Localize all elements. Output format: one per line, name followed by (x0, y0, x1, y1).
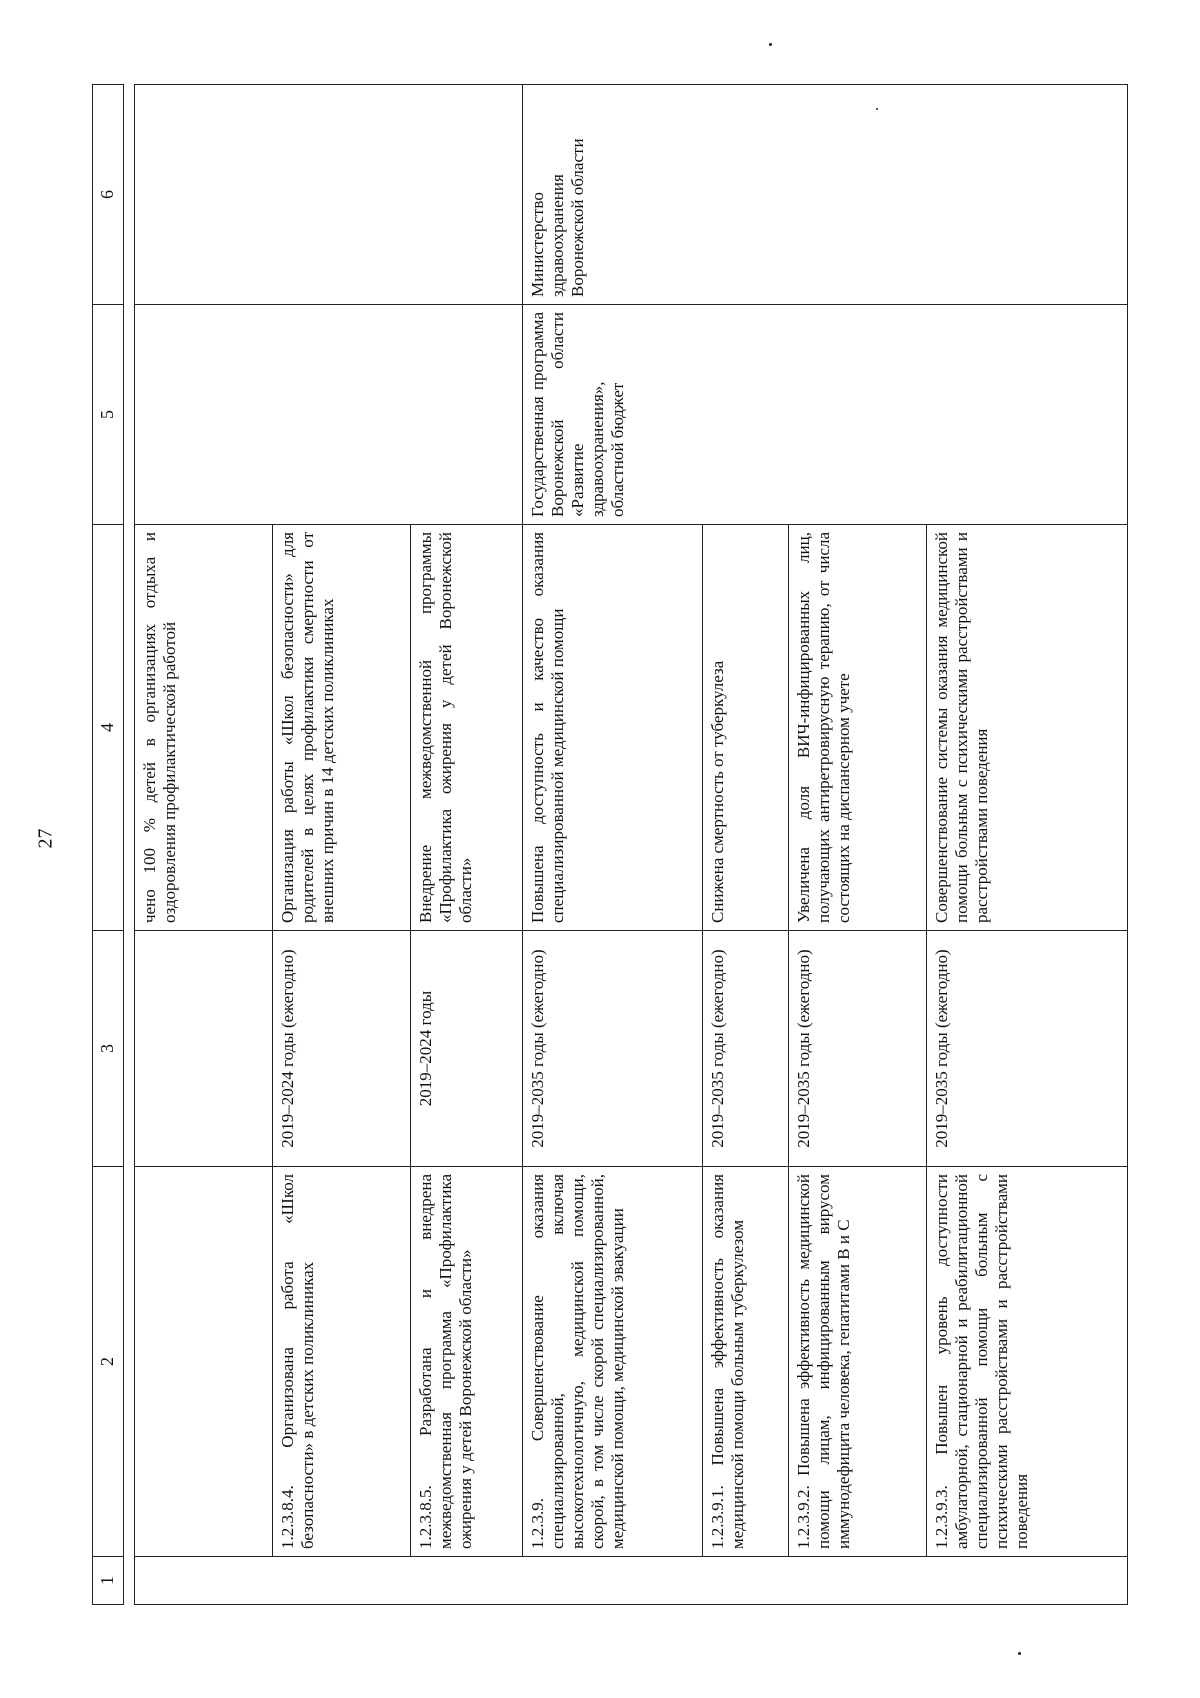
table-row (135, 85, 273, 1605)
task-cell: 1.2.3.9.2. Повышена эффективность медицинской помощи лицам, инфицированным вирусом иммунодефицита человека, гепатитами В и С (789, 1167, 927, 1557)
result-cell: Повышена доступность и качество оказания специализированной медицинской помощи (523, 525, 703, 931)
task-cell: 1.2.3.9.1. Повышена эффективность оказания медицинской помощи больным туберкулезом (703, 1167, 789, 1557)
scan-speck (769, 43, 772, 46)
task-cell: 1.2.3.8.4. Организована работа «Школ безопасности» в детских поликлиниках (273, 1167, 411, 1557)
period-cell: 2019–2035 годы (ежегодно) (789, 931, 927, 1167)
page-number: 27 (34, 828, 57, 849)
period-cell: 2019–2024 годы (411, 931, 523, 1167)
period-cell: 2019–2024 годы (ежегодно) (273, 931, 411, 1167)
header-cell: 3 (93, 931, 124, 1167)
header-cell: 5 (93, 305, 124, 525)
period-cell: 2019–2035 годы (ежегодно) (927, 931, 1128, 1167)
result-cell: чено 100 % детей в организациях отдыха и оздоровления профилактической работой (135, 525, 273, 931)
source-cell (135, 305, 523, 525)
result-cell: Организация работы «Школ безопасности» для родителей в целях профилактики смертности от внешних причин в 14 детских поликлиниках (273, 525, 411, 931)
period-cell (135, 931, 273, 1167)
task-cell: 1.2.3.9. Совершенствование оказания специализированной, включая высокотехнологичную, медицинской помощи, скорой, в том числе скорой специализированной, медицинской помощи, медицинской эвакуации (523, 1167, 703, 1557)
header-cell: 4 (93, 525, 124, 931)
source-cell: Государственная программа Воронежской области «Развитие здравоохранения», областной бюджет (523, 305, 1128, 525)
executor-cell: Министерство здравоохранения Воронежской области (523, 85, 1128, 305)
task-cell: 1.2.3.8.5. Разработана и внедрена межведомственная программа «Профилактика ожирения у детей Воронежской области» (411, 1167, 523, 1557)
rotated-table-container (92, 85, 1128, 1605)
header-cell: 6 (93, 85, 124, 305)
period-cell: 2019–2035 годы (ежегодно) (523, 931, 703, 1167)
result-cell: Совершенствование системы оказания медицинской помощи больным с психическими расстройствами и расстройствами поведения (927, 525, 1128, 931)
task-cell: 1.2.3.9.3. Повышен уровень доступности амбулаторной, стационарной и реабилитационной специализированной помощи больным с психическими расстройствами и расстройствами поведения (927, 1167, 1128, 1557)
number-cell (135, 1557, 1128, 1605)
table-row (523, 85, 703, 1605)
header-cell: 2 (93, 1167, 124, 1557)
period-cell: 2019–2035 годы (ежегодно) (703, 931, 789, 1167)
plan-table (92, 84, 1128, 1605)
result-cell: Внедрение межведомственной программы «Профилактика ожирения у детей Воронежской области» (411, 525, 523, 931)
result-cell: Увеличена доля ВИЧ-инфицированных лиц, получающих антиретровирусную терапию, от числа состоящих на диспансерном учете (789, 525, 927, 931)
executor-cell (135, 85, 523, 305)
result-cell: Снижена смертность от туберкулеза (703, 525, 789, 931)
task-cell (135, 1167, 273, 1557)
header-spacer-row (124, 85, 135, 1605)
table-header-row (93, 85, 124, 1605)
scan-speck (1018, 1652, 1021, 1655)
header-cell: 1 (93, 1557, 124, 1605)
